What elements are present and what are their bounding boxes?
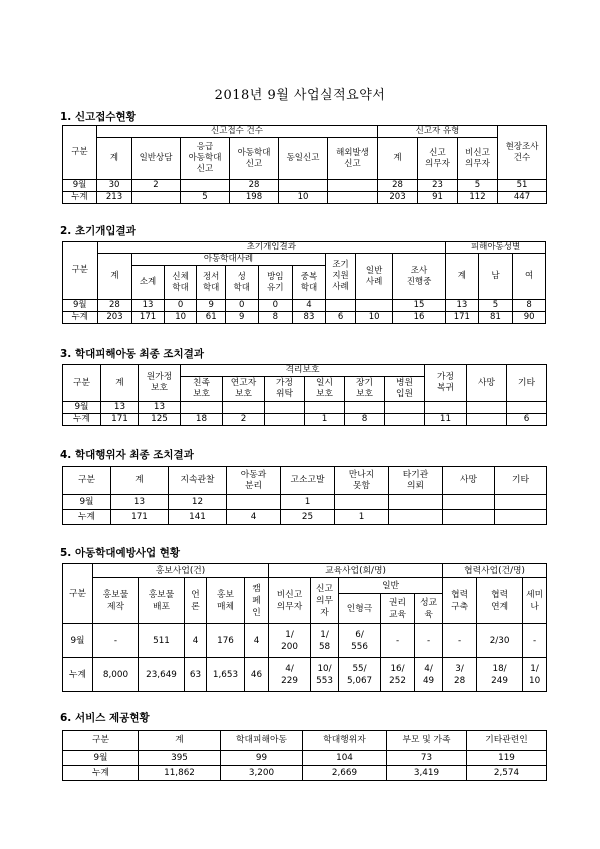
table-row <box>63 414 547 426</box>
t3-col-foster: 가정 위탁 <box>265 377 305 402</box>
t2-col-general: 일반 사례 <box>356 254 393 300</box>
cell: 395 <box>139 751 221 766</box>
cell: 46 <box>245 658 269 692</box>
table-row <box>63 180 547 192</box>
cell: 2,574 <box>467 766 547 781</box>
t2-col-early: 조기 지원 사례 <box>325 254 356 300</box>
t3-col-relation: 연고자 보호 <box>223 377 265 402</box>
cell: 4 <box>185 624 207 658</box>
t1-col-reporter-total: 계 <box>378 138 418 180</box>
cell: 1 <box>335 510 389 525</box>
cell: 1/ 200 <box>269 624 311 658</box>
t1-col-onsite: 현장조사 건수 <box>498 126 547 180</box>
cell: 3/ 28 <box>443 658 477 692</box>
cell: 10 <box>356 312 393 324</box>
cell: 28 <box>378 180 418 192</box>
row-label: 누계 <box>63 414 101 426</box>
t1-col-general: 일반상담 <box>132 138 181 180</box>
t5-group-edu: 교육사업(회/명) <box>269 564 443 578</box>
cell: 8,000 <box>93 658 139 692</box>
cell <box>328 180 378 192</box>
section-4-heading: 4. 학대행위자 최종 조치결과 <box>60 449 194 461</box>
cell <box>335 495 389 510</box>
cell: 73 <box>387 751 467 766</box>
t5-group-coop: 협력사업(건/명) <box>443 564 547 578</box>
cell: 171 <box>132 312 165 324</box>
t2-col-neglect: 방임 유기 <box>258 266 293 300</box>
cell: 83 <box>293 312 326 324</box>
row-label: 9월 <box>63 624 93 658</box>
t1-gubun: 구분 <box>63 126 97 180</box>
cell <box>385 414 425 426</box>
t6-gubun: 구분 <box>63 731 139 751</box>
cell: 18/ 249 <box>477 658 523 692</box>
cell: 81 <box>478 312 513 324</box>
t4-col-observation: 지속관찰 <box>169 467 227 495</box>
t3-col-temporary: 일시 보호 <box>305 377 345 402</box>
row-label: 누계 <box>63 658 93 692</box>
cell: 5 <box>181 192 230 204</box>
cell: 13 <box>101 402 139 414</box>
t3-col-long-term: 장기 보호 <box>345 377 385 402</box>
t1-group-receipt: 신고접수 건수 <box>97 126 378 138</box>
cell: 28 <box>97 300 132 312</box>
t4-col-death: 사망 <box>443 467 495 495</box>
row-label: 9월 <box>63 495 111 510</box>
cell: 203 <box>378 192 418 204</box>
cell: 12 <box>169 495 227 510</box>
table-row <box>63 312 546 324</box>
table-row <box>63 658 547 692</box>
cell: 6 <box>325 312 356 324</box>
t5-col-puppet: 인형극 <box>339 594 381 624</box>
cell: 125 <box>139 414 181 426</box>
cell <box>328 192 378 204</box>
cell: 0 <box>258 300 293 312</box>
cell: 23,649 <box>139 658 185 692</box>
t6-col-family: 부모 및 가족 <box>387 731 467 751</box>
cell <box>181 402 223 414</box>
t1-col-duplicate: 동일신고 <box>279 138 328 180</box>
cell <box>425 402 467 414</box>
cell: 1,653 <box>207 658 245 692</box>
cell: 10 <box>279 192 328 204</box>
section-3-heading: 3. 학대피해아동 최종 조치결과 <box>60 348 204 360</box>
t5-edu-general: 일반 <box>339 578 443 594</box>
cell <box>389 510 443 525</box>
cell: 2,669 <box>303 766 387 781</box>
section-5-heading: 5. 아동학대예방사업 현황 <box>60 547 181 559</box>
table-row <box>63 300 546 312</box>
cell: 2/30 <box>477 624 523 658</box>
cell: 9 <box>225 312 258 324</box>
cell: 119 <box>467 751 547 766</box>
cell <box>227 495 281 510</box>
t2-col-physical: 신체 학대 <box>164 266 197 300</box>
t3-col-return-home: 가정 복귀 <box>425 365 467 402</box>
cell: 1/ 10 <box>523 658 547 692</box>
cell: 13 <box>132 300 165 312</box>
cell <box>495 495 547 510</box>
cell <box>507 402 547 414</box>
table-row <box>63 495 547 510</box>
cell: 203 <box>97 312 132 324</box>
cell: 11 <box>425 414 467 426</box>
cell: 0 <box>164 300 197 312</box>
cell: 8 <box>258 312 293 324</box>
table-row <box>63 192 547 204</box>
cell: 10/ 553 <box>311 658 339 692</box>
t4-col-other: 기타 <box>495 467 547 495</box>
cell <box>345 402 385 414</box>
report-receipt-table <box>62 125 547 204</box>
table-row <box>63 766 547 781</box>
services-table <box>62 730 547 781</box>
t3-col-total: 계 <box>101 365 139 402</box>
t5-col-press: 언 론 <box>185 578 207 624</box>
row-label: 누계 <box>63 192 97 204</box>
t5-col-pr-media: 홍보 매체 <box>207 578 245 624</box>
cell: 8 <box>513 300 546 312</box>
section-1-heading: 1. 신고접수현황 <box>60 111 136 123</box>
initial-intervention-table <box>62 241 546 324</box>
cell <box>443 495 495 510</box>
cell: 51 <box>498 180 547 192</box>
cell: 4 <box>245 624 269 658</box>
cell <box>443 510 495 525</box>
cell: 23 <box>418 180 458 192</box>
t5-col-sex-ed: 성교 육 <box>415 594 443 624</box>
cell: 18 <box>181 414 223 426</box>
t5-group-pr: 홍보사업(건) <box>93 564 269 578</box>
cell: 2 <box>132 180 181 192</box>
cell <box>181 180 230 192</box>
t2-col-male: 남 <box>478 254 513 300</box>
cell: 447 <box>498 192 547 204</box>
cell <box>132 192 181 204</box>
t2-group-victim: 피해아동성별 <box>446 242 546 254</box>
t5-col-rights: 권리 교육 <box>381 594 415 624</box>
cell: 1/ 58 <box>311 624 339 658</box>
t5-gubun: 구분 <box>63 564 93 624</box>
cell: 104 <box>303 751 387 766</box>
cell: 4 <box>293 300 326 312</box>
cell: 99 <box>221 751 303 766</box>
t2-col-victim-total: 계 <box>446 254 479 300</box>
cell: 171 <box>446 312 479 324</box>
t3-col-kin: 친족 보호 <box>181 377 223 402</box>
t1-col-overseas: 해외발생 신고 <box>328 138 378 180</box>
cell: 90 <box>513 312 546 324</box>
victim-measures-table <box>62 364 547 426</box>
t2-col-total: 계 <box>97 254 132 300</box>
cell: 4 <box>227 510 281 525</box>
cell: 2 <box>223 414 265 426</box>
cell <box>385 402 425 414</box>
cell: - <box>523 624 547 658</box>
t2-gubun: 구분 <box>63 242 98 300</box>
cell <box>356 300 393 312</box>
t4-col-total: 계 <box>111 467 169 495</box>
cell: 13 <box>139 402 181 414</box>
row-label: 9월 <box>63 751 139 766</box>
t5-col-pr-make: 홍보물 제작 <box>93 578 139 624</box>
cell: 63 <box>185 658 207 692</box>
cell <box>265 402 305 414</box>
cell: 25 <box>281 510 335 525</box>
table-row <box>63 624 547 658</box>
t2-col-sexual: 성 학대 <box>225 266 258 300</box>
t1-col-total: 계 <box>97 138 132 180</box>
row-label: 누계 <box>63 510 111 525</box>
t1-group-reporter: 신고자 유형 <box>378 126 498 138</box>
t3-col-death: 사망 <box>467 365 507 402</box>
cell: - <box>93 624 139 658</box>
cell: 4/ 49 <box>415 658 443 692</box>
cell <box>305 402 345 414</box>
row-label: 누계 <box>63 312 98 324</box>
cell <box>389 495 443 510</box>
cell: 171 <box>111 510 169 525</box>
cell: 198 <box>230 192 279 204</box>
cell: 141 <box>169 510 227 525</box>
cell: - <box>381 624 415 658</box>
row-label: 누계 <box>63 766 139 781</box>
cell: 6/ 556 <box>339 624 381 658</box>
t5-col-coop-build: 협력 구축 <box>443 578 477 624</box>
cell: 171 <box>101 414 139 426</box>
cell: 10 <box>164 312 197 324</box>
cell <box>495 510 547 525</box>
section-6-heading: 6. 서비스 제공현황 <box>60 712 150 724</box>
t3-col-original-home: 원가정 보호 <box>139 365 181 402</box>
cell: 55/ 5,067 <box>339 658 381 692</box>
section-2-heading: 2. 초기개입결과 <box>60 225 136 237</box>
cell: 3,419 <box>387 766 467 781</box>
cell: 213 <box>97 192 132 204</box>
t1-col-emergency: 응급 아동학대 신고 <box>181 138 230 180</box>
table-row <box>63 510 547 525</box>
t2-col-subtotal: 소계 <box>132 266 165 300</box>
cell: 1 <box>281 495 335 510</box>
t2-col-investigating: 조사 진행중 <box>392 254 445 300</box>
cell: 28 <box>230 180 279 192</box>
t6-col-perpetrator: 학대행위자 <box>303 731 387 751</box>
t5-col-campaign: 캠 페 인 <box>245 578 269 624</box>
cell <box>325 300 356 312</box>
perpetrator-measures-table <box>62 466 547 525</box>
t2-sub-abuse: 아동학대사례 <box>132 254 326 266</box>
t6-col-total: 계 <box>139 731 221 751</box>
t5-col-mandatory: 신고 의무 자 <box>311 578 339 624</box>
cell: 91 <box>418 192 458 204</box>
t6-col-victim: 학대피해아동 <box>221 731 303 751</box>
cell: 5 <box>458 180 498 192</box>
t2-col-female: 여 <box>513 254 546 300</box>
cell <box>279 180 328 192</box>
t1-col-mandatory: 신고 의무자 <box>418 138 458 180</box>
cell <box>467 414 507 426</box>
t5-col-non-mandatory: 비신고 의무자 <box>269 578 311 624</box>
cell: 112 <box>458 192 498 204</box>
t1-col-non-mandatory: 비신고 의무자 <box>458 138 498 180</box>
cell <box>223 402 265 414</box>
t5-col-seminar: 세미 나 <box>523 578 547 624</box>
cell: 3,200 <box>221 766 303 781</box>
t5-col-pr-distribute: 홍보물 배포 <box>139 578 185 624</box>
cell: 16/ 252 <box>381 658 415 692</box>
t4-gubun: 구분 <box>63 467 111 495</box>
cell: 511 <box>139 624 185 658</box>
cell: 0 <box>225 300 258 312</box>
cell: 1 <box>305 414 345 426</box>
cell <box>467 402 507 414</box>
t3-group-isolation: 격리보호 <box>181 365 425 377</box>
cell: 61 <box>197 312 226 324</box>
cell <box>265 414 305 426</box>
t4-col-complaint: 고소고발 <box>281 467 335 495</box>
t3-col-other: 기타 <box>507 365 547 402</box>
cell: 9 <box>197 300 226 312</box>
cell: 15 <box>392 300 445 312</box>
table-row <box>63 751 547 766</box>
table-row <box>63 402 547 414</box>
t1-col-abuse-report: 아동학대 신고 <box>230 138 279 180</box>
t2-col-multiple: 중복 학대 <box>293 266 326 300</box>
row-label: 9월 <box>63 300 98 312</box>
row-label: 9월 <box>63 180 97 192</box>
t3-gubun: 구분 <box>63 365 101 402</box>
prevention-projects-table <box>62 563 547 692</box>
cell: 16 <box>392 312 445 324</box>
cell: - <box>415 624 443 658</box>
cell: 13 <box>111 495 169 510</box>
row-label: 9월 <box>63 402 101 414</box>
t5-col-coop-link: 협력 연계 <box>477 578 523 624</box>
page-title: 2018년 9월 사업실적요약서 <box>214 88 386 103</box>
cell: 13 <box>446 300 479 312</box>
t4-col-referral: 타기관 의뢰 <box>389 467 443 495</box>
t4-col-not-met: 만나지 못함 <box>335 467 389 495</box>
t3-col-hospital: 병원 입원 <box>385 377 425 402</box>
cell: 4/ 229 <box>269 658 311 692</box>
cell: 176 <box>207 624 245 658</box>
cell: - <box>443 624 477 658</box>
cell: 5 <box>478 300 513 312</box>
cell: 6 <box>507 414 547 426</box>
t6-col-other: 기타관련인 <box>467 731 547 751</box>
t2-col-emotional: 정서 학대 <box>197 266 226 300</box>
t4-col-separation: 아동과 분리 <box>227 467 281 495</box>
cell: 8 <box>345 414 385 426</box>
t2-group-initial: 초기개입결과 <box>97 242 445 254</box>
cell: 11,862 <box>139 766 221 781</box>
cell: 30 <box>97 180 132 192</box>
